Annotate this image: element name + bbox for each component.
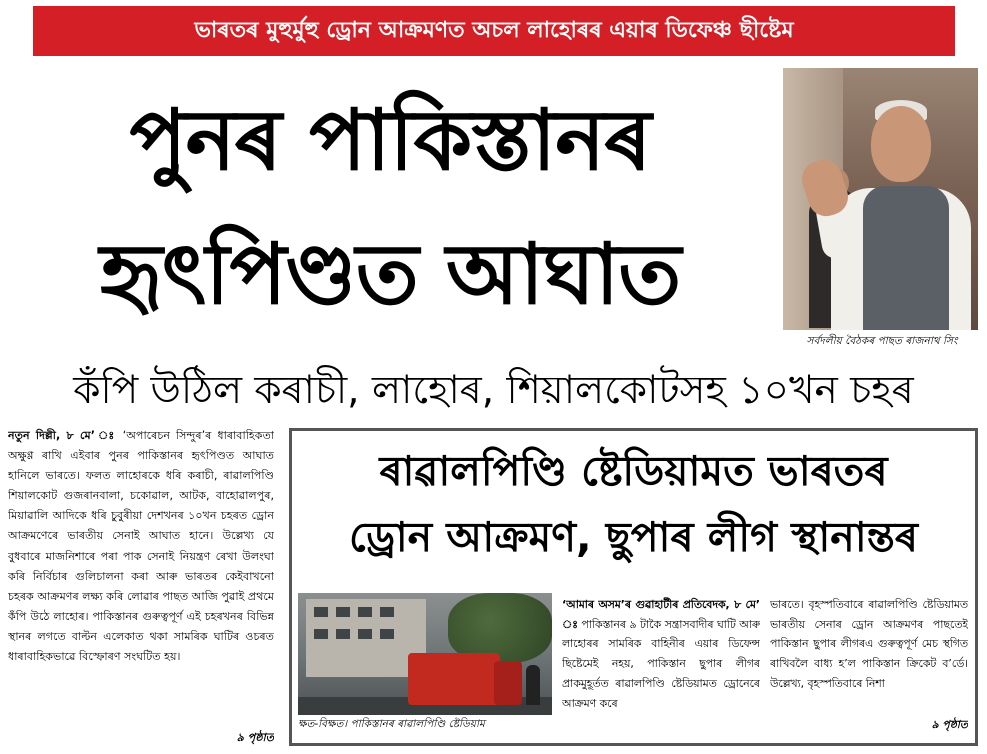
left-article-dateline: নতুন দিল্লী, ৮ মে’ ঃ [8, 429, 117, 442]
boxed-story-col2-body: ভাৰতে। বৃহস্পতিবাৰে ৰাৱালপিণ্ডি ষ্টেডিয়ামত ভাৰতীয় সেনাৰ ড্ৰোন আক্ৰমণৰ পাছতেই পাকিস্তান ছুপাৰ লীগৰএ গুৰুত্বপূৰ্ণ মেচ স্থগিত ৰাখিবলৈ বাধ্য হ’ল পাকিস্তান ক্ৰিকেট ব’ৰ্ডে। উল্লেখ্য, বৃহস্পতিবাৰে নিশা [770, 598, 968, 690]
rajnath-singh-photo [783, 68, 978, 330]
main-headline-line1: পুনৰ পাকিস্তানৰ [129, 91, 651, 189]
left-article-body: ‘অপাৰেচন সিন্দুৰ’ৰ ধাৰাবাহিকতা অক্ষুণ্ণ ৰাখি এইবাৰ পুনৰ পাকিস্তানৰ হৃৎপিণ্ডত আঘাত হানিলে ভাৰতে। ফলত লাহোৰকে ধৰি কৰাচী, ৰাৱালপিণ্ডি শিয়ালকোট গুজৰানবালা, চকোৱাল, আটক, বাহোৱালপুৰ, মিয়াৱালি আদিকে ধৰি চুবুৰীয়া দেশখনৰ ১০খন চহৰত ড্ৰোন আক্ৰমণেৰে ভাৰতীয় সেনাই আঘাত হানে। উল্লেখ্য যে বুধবাৰে মাজনিশাৰে পৰা পাক সেনাই নিয়ন্ত্ৰণ ৰেখা উলংঘা কৰি নিৰ্বিচাৰ গুলিচালনা কৰা আৰু ভাৰতৰ কেইবাখনো চহৰক আক্ৰমণৰ লক্ষ্য কৰি লোৱাৰ পাছত আজি পুৱাই প্ৰথমে কঁপি উঠে লাহোৰ। পাকিস্তানৰ গুৰুত্বপূৰ্ণ এই চহৰখনৰ বিভিন্ন স্থানৰ লগতে বাল্টন এলেকাত থকা সামৰিক ঘাটিৰ ওচৰত ধাৰাবাহিকভাৱে বিস্ফোৰণ সংঘটিত হয়। [8, 429, 274, 664]
main-headline-line2: হৃৎপিণ্ডত আঘাত [99, 225, 681, 323]
photo-caption: সৰ্বদলীয় বৈঠকৰ পাছত ৰাজনাথ সিং [806, 335, 958, 347]
boxed-headline-line1: ৰাৱালপিণ্ডি ষ্টেডিয়ামত ভাৰতৰ [379, 447, 888, 495]
boxed-story [289, 428, 978, 746]
left-article [8, 426, 274, 748]
boxed-story-column-2 [770, 595, 968, 735]
boxed-story-dateline: ‘আমাৰ অসম’ৰ গুৱাহাটীৰ প্ৰতিবেদক, ৮ মে’ ঃ [562, 598, 760, 631]
top-banner: ভাৰতৰ মুহুৰ্মুহু ড্ৰোন আক্ৰমণত অচল লাহোৰৰ এয়াৰ ডিফেঞ্চ ছীষ্টেম [33, 6, 955, 56]
stadium-photo [298, 593, 552, 715]
boxed-story-column-1 [562, 595, 760, 735]
left-article-page-ref[interactable]: ৯ পৃষ্ঠাত [231, 728, 274, 748]
boxed-story-col1-body: পাকিস্তানৰ ৯ টাকৈ সন্ত্ৰাসবাদীৰ ঘাটি আৰু লাহোৰৰ সামৰিক বাহিনীৰ এয়াৰ ডিফেন্স ছিষ্টেমেই নহয়, পাকিস্তান ছুপাৰ লীগৰ প্ৰাকমুহূৰ্তত ৰাৱালপিণ্ডি ষ্টেডিয়ামত ড্ৰোনেৰে আক্ৰমণ কৰে [562, 617, 760, 710]
boxed-headline-line2: ড্ৰোন আক্ৰমণ, ছুপাৰ লীগ স্থানান্তৰ [349, 513, 918, 561]
boxed-story-page-ref[interactable]: ৯ পৃষ্ঠাত [926, 715, 968, 735]
stadium-photo-caption: ক্ষত-বিক্ষত। পাকিস্তানৰ ৰাৱালপিণ্ডি ষ্টেডিয়াম [298, 718, 485, 730]
subheadline: কঁপি উঠিল কৰাচী, লাহোৰ, শিয়ালকোটসহ ১০খন চহৰ [73, 368, 914, 413]
